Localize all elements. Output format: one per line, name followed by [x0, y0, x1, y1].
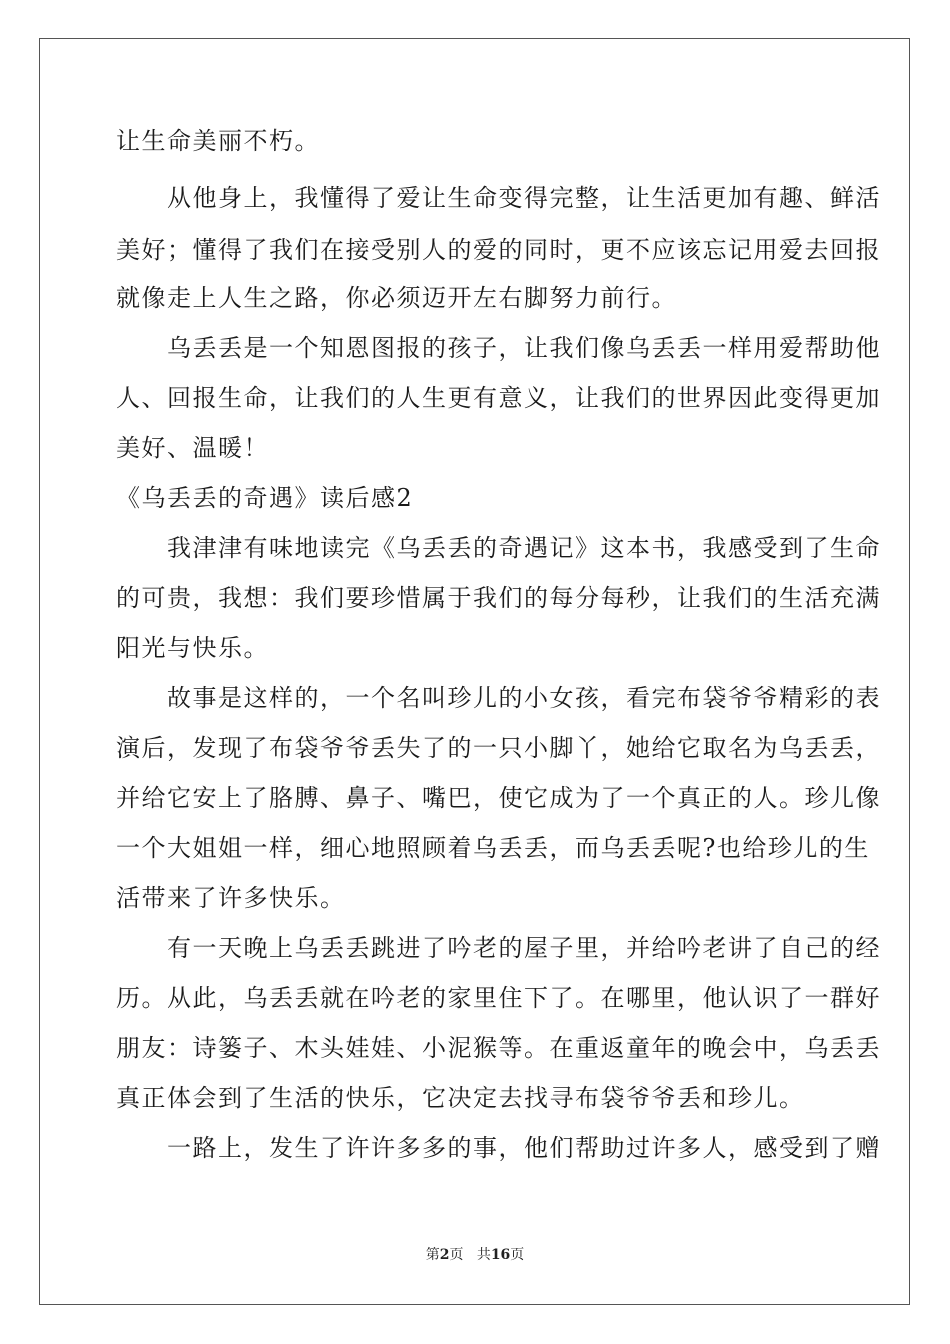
text-line: 朋友：诗篓子、木头娃娃、小泥猴等。在重返童年的晚会中，乌丢丢: [116, 1034, 881, 1062]
text-line: 故事是这样的，一个名叫珍儿的小女孩，看完布袋爷爷精彩的表: [116, 684, 881, 712]
text-line: 真正体会到了生活的快乐，它决定去找寻布袋爷爷丢和珍儿。: [116, 1084, 805, 1112]
footer-total-suffix: 页: [510, 1247, 525, 1263]
text-line: 乌丢丢是一个知恩图报的孩子，让我们像乌丢丢一样用爱帮助他: [116, 334, 881, 362]
section-heading: 《乌丢丢的奇遇》读后感2: [116, 484, 414, 512]
text-line: 让生命美丽不朽。: [116, 127, 320, 155]
total-pages-number: 16: [490, 1247, 511, 1263]
current-page-number: 2: [439, 1247, 450, 1263]
text-line: 的可贵，我想：我们要珍惜属于我们的每分每秒，让我们的生活充满: [116, 584, 881, 612]
text-line: 一个大姐姐一样，细心地照顾着乌丢丢，而乌丢丢呢?也给珍儿的生: [116, 834, 870, 862]
text-line: 从他身上，我懂得了爱让生命变得完整，让生活更加有趣、鲜活: [116, 184, 881, 212]
text-line: 一路上，发生了许许多多的事，他们帮助过许多人，感受到了赠: [116, 1134, 881, 1162]
text-line: 美好；懂得了我们在接受别人的爱的同时，更不应该忘记用爱去回报: [116, 236, 881, 264]
page-footer: [0, 1246, 950, 1264]
text-line: 演后，发现了布袋爷爷丢失了的一只小脚丫，她给它取名为乌丢丢，: [116, 734, 881, 762]
footer-page-suffix: 页: [449, 1247, 464, 1263]
text-line: 美好、温暖！: [116, 434, 269, 462]
page-border: [39, 38, 910, 1305]
text-line: 就像走上人生之路，你必须迈开左右脚努力前行。: [116, 284, 677, 312]
footer-total-prefix: 共: [476, 1247, 491, 1263]
text-line: 活带来了许多快乐。: [116, 884, 346, 912]
text-line: 历。从此，乌丢丢就在吟老的家里住下了。在哪里，他认识了一群好: [116, 984, 881, 1012]
text-line: 阳光与快乐。: [116, 634, 269, 662]
text-line: 有一天晚上乌丢丢跳进了吟老的屋子里，并给吟老讲了自己的经: [116, 934, 881, 962]
text-line: 并给它安上了胳膊、鼻子、嘴巴，使它成为了一个真正的人。珍儿像: [116, 784, 881, 812]
text-line: 我津津有味地读完《乌丢丢的奇遇记》这本书，我感受到了生命: [116, 534, 881, 562]
text-line: 人、回报生命，让我们的人生更有意义，让我们的世界因此变得更加: [116, 384, 881, 412]
footer-prefix: 第: [425, 1247, 440, 1263]
